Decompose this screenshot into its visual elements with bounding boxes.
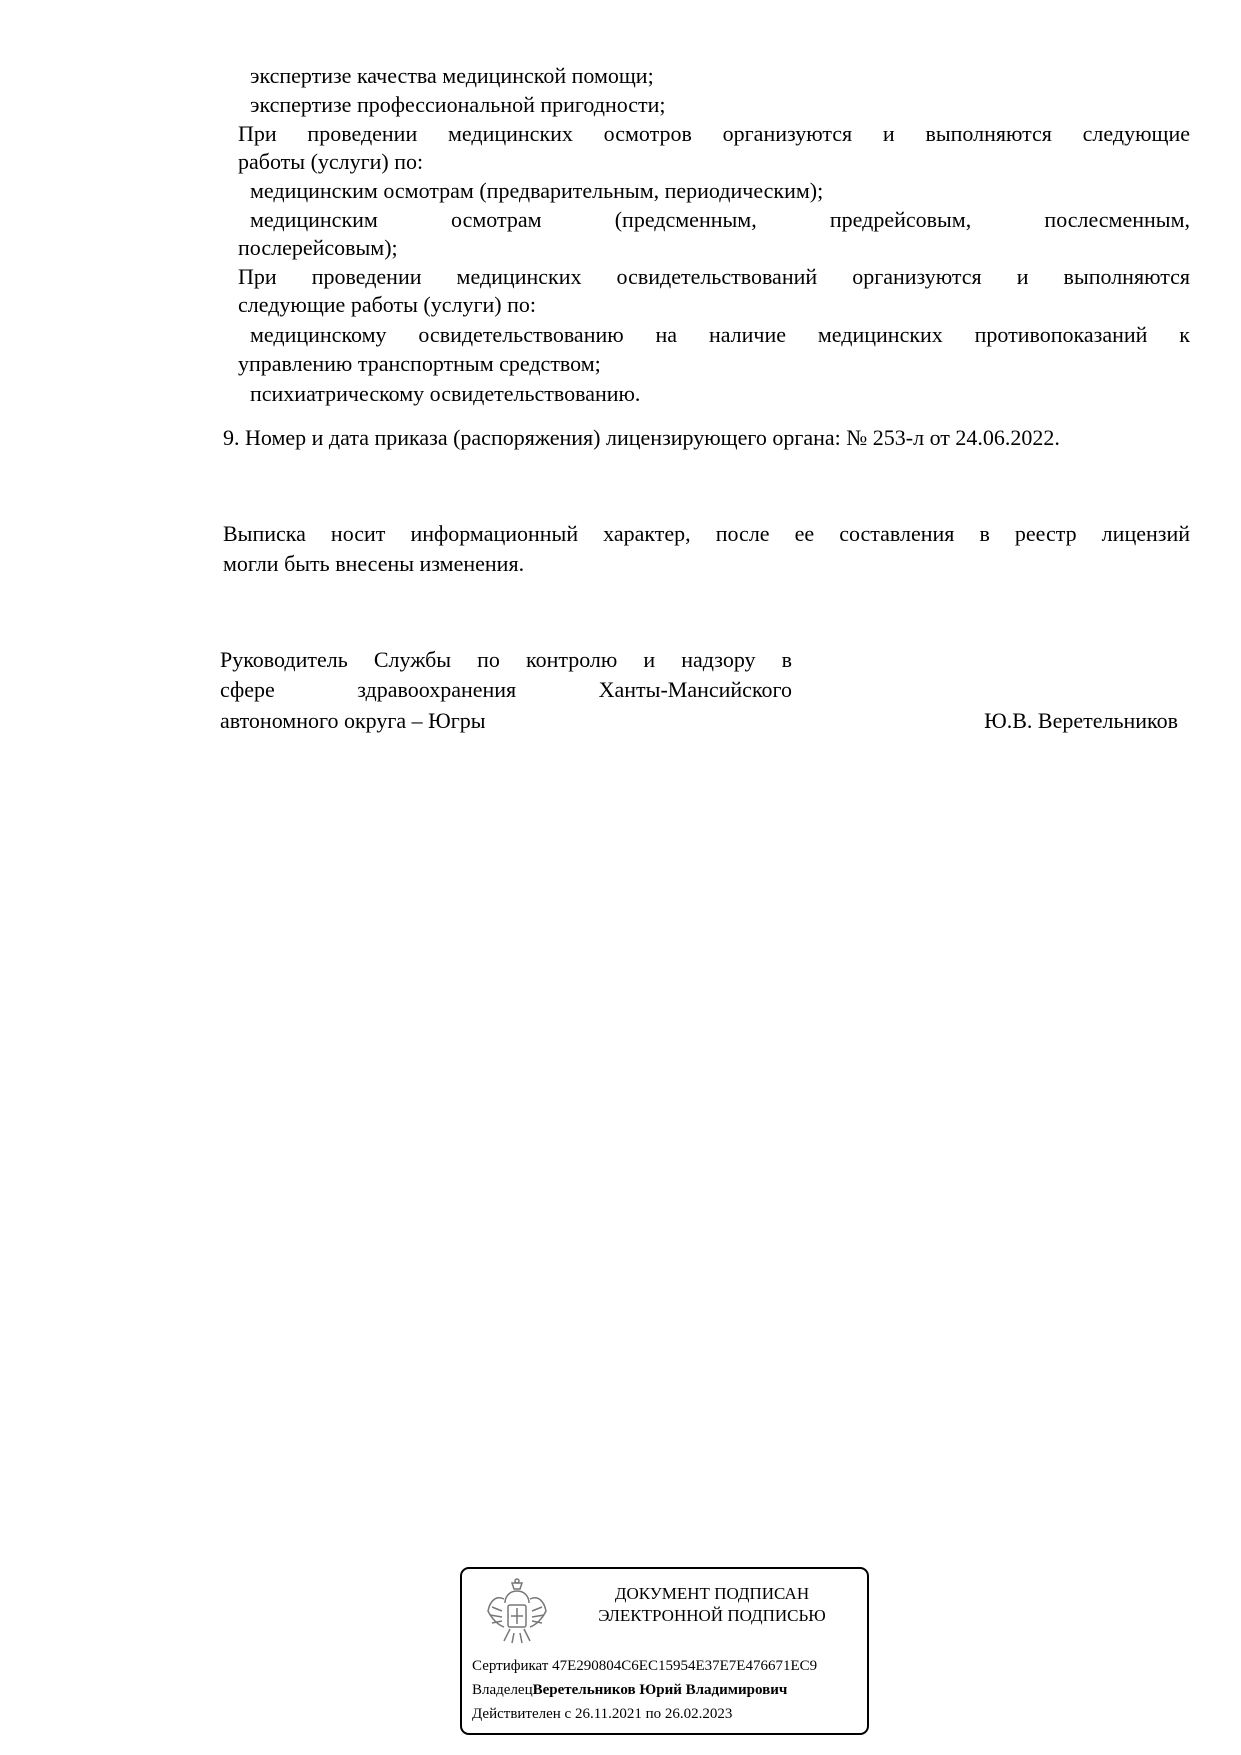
- signer-position: Руководитель Службы по контролю и надзору в: [220, 647, 792, 672]
- note-line: могли быть внесены изменения.: [223, 551, 525, 576]
- paragraph-line: При проведении медицинских осмотров организуются и выполняются следующие: [238, 121, 1190, 146]
- coat-of-arms-icon: [484, 1577, 550, 1649]
- paragraph-line: работы (услуги) по:: [238, 149, 424, 174]
- owner-value: Веретельников Юрий Владимирович: [532, 1682, 788, 1698]
- certificate-label: Сертификат: [472, 1658, 549, 1674]
- signer-position: сфере здравоохранения Ханты-Мансийского: [220, 677, 792, 702]
- electronic-signature-stamp: [460, 1567, 869, 1735]
- stamp-title: ЭЛЕКТРОННОЙ ПОДПИСЬЮ: [598, 1606, 826, 1625]
- list-item: медицинским осмотрам (предсменным, предрейсовым, послесменным,: [250, 207, 1190, 232]
- validity-line: Действителен с 26.11.2021 по 26.02.2023: [472, 1706, 733, 1722]
- certificate-line: [472, 1657, 817, 1675]
- item-9-order: 9. Номер и дата приказа (распоряжения) лицензирующего органа: № 253-л от 24.06.2022.: [223, 425, 1060, 450]
- stamp-title: ДОКУМЕНТ ПОДПИСАН: [614, 1584, 810, 1603]
- note-line: Выписка носит информационный характер, после ее составления в реестр лицензий: [223, 521, 1190, 546]
- paragraph-line: следующие работы (услуги) по:: [238, 292, 536, 317]
- signer-name: Ю.В. Веретельников: [984, 708, 1178, 733]
- paragraph-line: При проведении медицинских освидетельствований организуются и выполняются: [238, 264, 1190, 289]
- list-item: экспертизе профессиональной пригодности;: [250, 92, 666, 117]
- certificate-value: 47E290804C6EC15954E37E7E476671EC9: [552, 1658, 818, 1674]
- list-item: медицинскому освидетельствованию на наличие медицинских противопоказаний к: [250, 322, 1190, 347]
- list-item: экспертизе качества медицинской помощи;: [250, 63, 654, 88]
- list-item: психиатрическому освидетельствованию.: [250, 381, 641, 406]
- signer-position: автономного округа – Югры: [220, 708, 486, 733]
- owner-line: [472, 1681, 787, 1699]
- list-item: управлению транспортным средством;: [238, 351, 601, 376]
- list-item: медицинским осмотрам (предварительным, периодическим);: [250, 178, 824, 203]
- owner-label: Владелец: [472, 1682, 533, 1698]
- list-item: послерейсовым);: [238, 235, 398, 260]
